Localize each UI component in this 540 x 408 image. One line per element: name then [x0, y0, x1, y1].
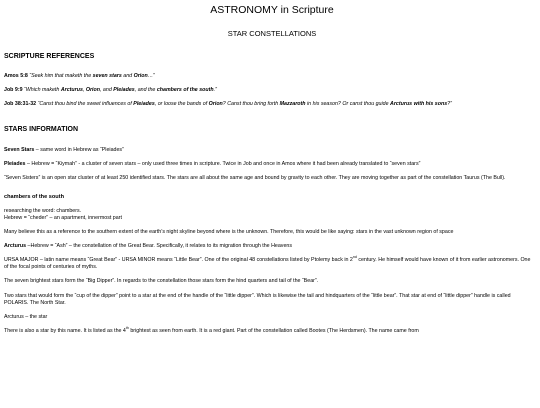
term-label: Pleiades — [4, 160, 26, 167]
pleiades-paragraph: Pleiades – Hebrew = “Kiymah” - a cluster of seven stars – only used three times in scripture. Twice in Job and once in Amos where it had been already translated to “seven stars” — [4, 160, 421, 167]
reference-amos — [4, 73, 540, 80]
ursa-paragraph: URSA MAJOR – latin name means “Great Bear” - URSA MINOR means “Little Bear”. One of the original 48 constellations listed by Ptolemy back in 2nd century. He himself would have known of it from earlier astronomers. One of the focal points of centuries of myths. — [4, 255, 531, 271]
reference-label: Job 38:31-32 — [4, 101, 37, 108]
document-title: ASTRONOMY in Scripture — [210, 4, 334, 16]
reference-label: Amos 5:8 — [4, 73, 28, 79]
document-page — [0, 3, 540, 408]
term-label: Seven Stars — [4, 146, 35, 153]
stars-information-heading: STARS INFORMATION — [4, 125, 79, 133]
scripture-references-heading: SCRIPTURE REFERENCES — [4, 53, 95, 60]
hebrew-cheder-line: Hebrew = “cheder” – an apartment, innermost part — [4, 215, 122, 222]
term-label: Arcturus — [4, 242, 27, 249]
arcturus-paragraph: Arcturus –Hebrew = “Ash” – the constellation of the Great Bear. Specifically, it relates to its migration through the Heavens — [4, 242, 292, 249]
arcturus-star-heading: Arcturus – the star — [4, 314, 48, 321]
document-subtitle: STAR CONSTELLATIONS — [227, 29, 317, 38]
southern-extent-paragraph: Many believe this as a reference to the southern extent of the earth’s night skyline beyond where is the unknown. Therefore, this would be like saying: stars in the vast unknown region of space — [4, 228, 454, 235]
researching-line: researching the word: chambers. — [4, 208, 82, 215]
seven-stars-paragraph: Seven Stars – same word in Hebrew as “Pleiades” — [4, 146, 124, 153]
reference-label: Job 9:9 — [4, 87, 23, 94]
arcturus-star-paragraph: There is also a star by this name. It is listed as the 4th brightest as seen from earth. It is a red giant. Part of the constellation called Bootes (The Herdsmen). The name came from — [4, 326, 419, 335]
big-dipper-paragraph: The seven brightest stars form the “Big Dipper”. In regards to the constellation those stars form the hind quarters and tail of the “Bear”. — [4, 278, 319, 285]
reference-job-38 — [4, 101, 540, 108]
seven-sisters-paragraph: “Seven Sisters” is an open star cluster of at least 250 identified stars. The stars are all about the same age and bound by gravity to each other. They are moving together as part of the constellation Taurus (The Bull). — [4, 175, 506, 182]
verse-text: “Which maketh Arcturus, Orion, and Pleiades, and the chambers of the south.” — [24, 87, 217, 94]
chambers-heading: chambers of the south — [4, 194, 64, 201]
reference-job-9-9 — [4, 87, 540, 94]
little-dipper-paragraph: Two stars that would form the “cup of the dipper” point to a star at the end of the handle of the “little dipper”. Which is likewise the tail and hindquarters of the “little bear”. That star at end of “little dipper” handle is called POLARIS. The North Star. — [4, 292, 511, 306]
verse-text: “Seek him that maketh the seven stars and Orion…” — [29, 73, 155, 79]
verse-text: “Canst thou bind the sweet influences of Pleiades, or loose the bands of Orion? Canst thou bring forth Mazzaroth in his season? Or canst thou guide Arcturus with his sons?” — [37, 101, 452, 108]
